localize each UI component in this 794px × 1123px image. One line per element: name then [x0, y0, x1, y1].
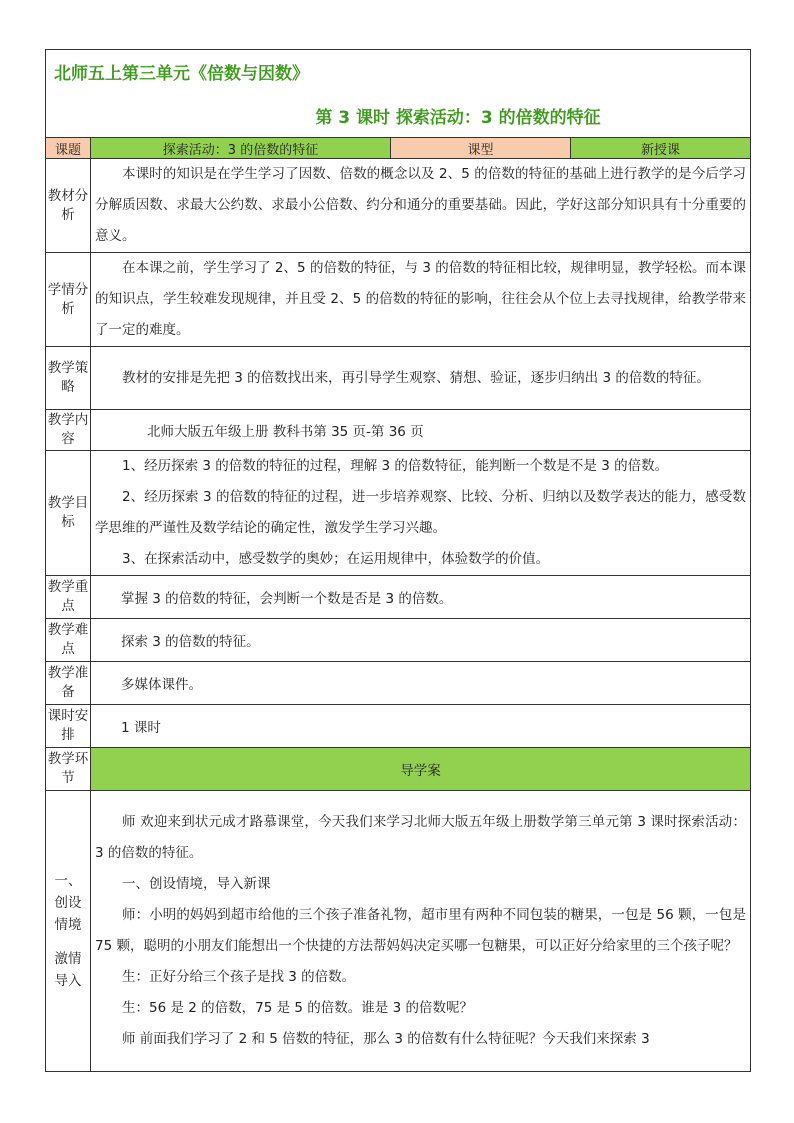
lesson-paragraph: 生：56 是 2 的倍数，75 是 5 的倍数。谁是 3 的倍数呢？	[122, 1000, 473, 1016]
lesson-paragraph: 生：正好分给三个孩子是找 3 的倍数。	[122, 969, 356, 985]
topic-label: 课题	[46, 138, 91, 159]
goal-item: 1、经历探索 3 的倍数的特征的过程，理解 3 的倍数特征，能判断一个数是不是 3 的倍数。	[122, 458, 669, 474]
goals-row	[46, 451, 751, 576]
stage-row	[46, 748, 751, 791]
lesson-paragraph: 一、创设情境，导入新课	[122, 876, 271, 892]
key-text: 掌握 3 的倍数的特征，会判断一个数是否是 3 的倍数。	[91, 576, 751, 619]
prep-label: 教学准备	[46, 662, 91, 705]
lesson-plan-table	[45, 49, 751, 1072]
difficulty-text: 探索 3 的倍数的特征。	[91, 619, 751, 662]
material-text: 本课时的知识是在学生学习了因数、倍数的概念以及 2、5 的倍数的特征的基础上进行教学的是今后学习分解质因数、求最大公约数、求最小公倍数、约分和通分的重要基础。因此，学好这部分知识具有十分重要的意义。	[91, 159, 751, 253]
difficulty-row	[46, 619, 751, 662]
lesson-plan-page	[45, 49, 750, 1072]
goal-item: 3、在探索活动中，感受数学的奥妙；在运用规律中，体验数学的价值。	[122, 551, 550, 567]
goals-label: 教学目标	[46, 451, 91, 576]
type-value: 新授课	[571, 138, 751, 159]
lesson-text	[91, 791, 751, 1072]
type-label: 课型	[391, 138, 571, 159]
key-row	[46, 576, 751, 619]
lesson-paragraph: 师：小明的妈妈到超市给他的三个孩子准备礼物，超市里有两种不同包装的糖果，一包是 56 颗，一包是 75 颗，聪明的小朋友们能想出一个快捷的方法帮妈妈决定买哪一包糖果，可以正好分给家里的三个孩子呢？	[95, 907, 746, 954]
lesson-paragraph: 师 欢迎来到状元成才路慕课堂，今天我们来学习北师大版五年级上册数学第三单元第 3 课时探索活动：3 的倍数的特征。	[95, 814, 746, 861]
guide-header: 导学案	[91, 748, 751, 791]
students-row	[46, 253, 751, 347]
lesson-stage-label: 一、 创设 情境 激情 导入	[46, 791, 91, 1072]
goal-item: 2、经历探索 3 的倍数的特征的过程，进一步培养观察、比较、分析、归纳以及数学表达的能力，感受数学思维的严谨性及数学结论的确定性，激发学生学习兴趣。	[95, 489, 746, 536]
strategy-row	[46, 347, 751, 410]
goals-text	[91, 451, 751, 576]
material-row	[46, 159, 751, 253]
schedule-text: 1 课时	[91, 705, 751, 748]
document-title: 北师五上第三单元《倍数与因数》	[46, 50, 751, 94]
content-label: 教学内容	[46, 410, 91, 451]
lesson-row	[46, 791, 751, 1072]
prep-text: 多媒体课件。	[91, 662, 751, 705]
difficulty-label: 教学难点	[46, 619, 91, 662]
material-label: 教材分析	[46, 159, 91, 253]
key-label: 教学重点	[46, 576, 91, 619]
strategy-text: 教材的安排是先把 3 的倍数找出来，再引导学生观察、猜想、验证，逐步归纳出 3 的倍数的特征。	[91, 347, 751, 410]
lesson-subtitle: 第 3 课时 探索活动：3 的倍数的特征	[46, 93, 751, 138]
strategy-label: 教学策略	[46, 347, 91, 410]
lesson-paragraph: 师 前面我们学习了 2 和 5 倍数的特征，那么 3 的倍数有什么特征呢？今天我们来探索 3	[122, 1031, 650, 1047]
prep-row	[46, 662, 751, 705]
content-row	[46, 410, 751, 451]
schedule-row	[46, 705, 751, 748]
schedule-label: 课时安排	[46, 705, 91, 748]
info-row	[46, 138, 751, 159]
students-label: 学情分析	[46, 253, 91, 347]
content-text: 北师大版五年级上册 教科书第 35 页-第 36 页	[91, 410, 751, 451]
topic-value: 探索活动：3 的倍数的特征	[91, 138, 391, 159]
stage-label: 教学环节	[46, 748, 91, 791]
students-text: 在本课之前，学生学习了 2、5 的倍数的特征，与 3 的倍数的特征相比较，规律明显，教学轻松。而本课的知识点，学生较难发现规律，并且受 2、5 的倍数的特征的影响，往往会从个位上去寻找规律，给教学带来了一定的难度。	[91, 253, 751, 347]
